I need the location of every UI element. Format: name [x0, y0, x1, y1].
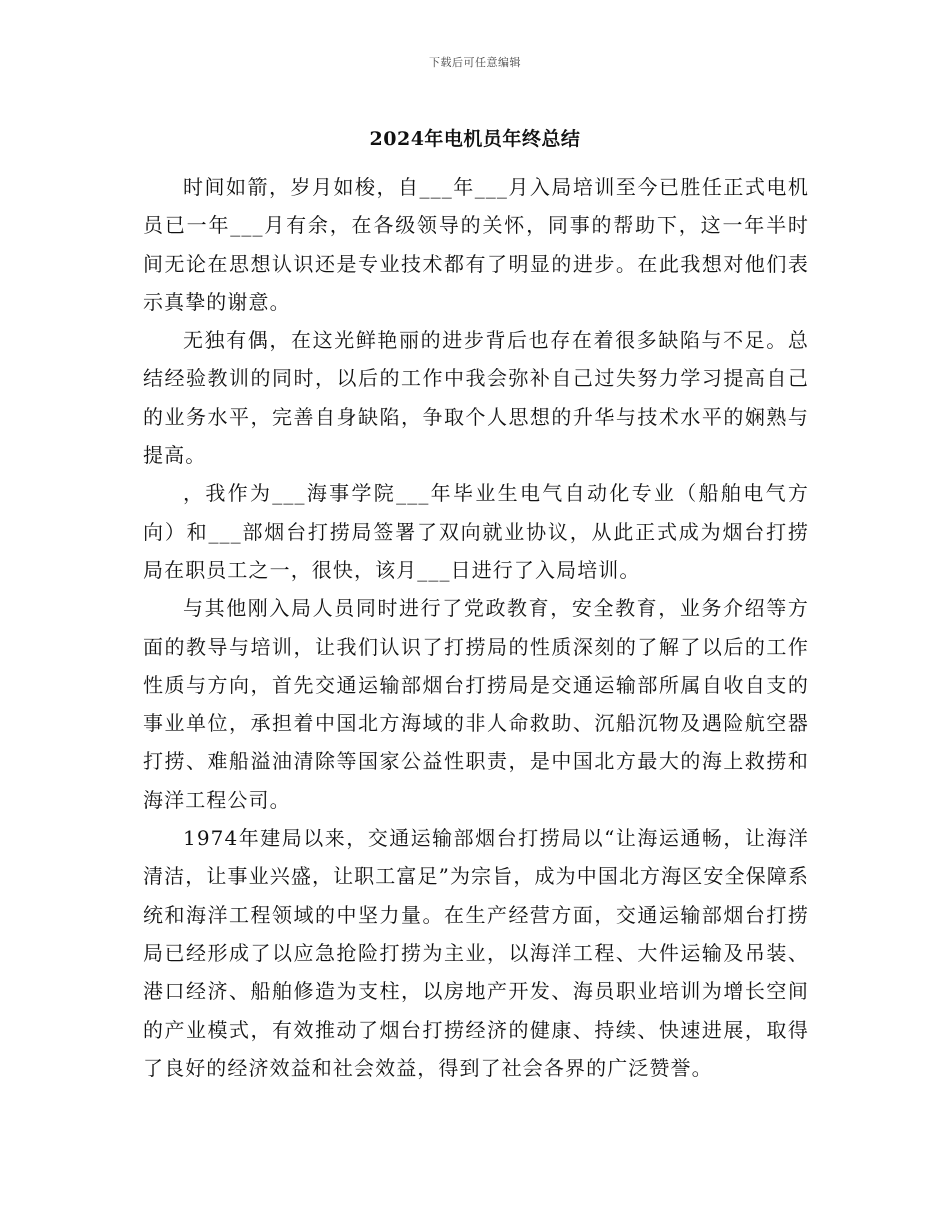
document-body [143, 168, 809, 1087]
paragraph-2: 无独有偶，在这光鲜艳丽的进步背后也存在着很多缺陷与不足。总结经验教训的同时，以后的工作中我会弥补自己过失努力学习提高自己的业务水平，完善自身缺陷，争取个人思想的升华与技术水平的娴熟与提高。 [143, 328, 809, 468]
header-note: 下载后可任意编辑 [429, 56, 521, 69]
paragraph-1: 时间如箭，岁月如梭，自___年___月入局培训至今已胜任正式电机员已一年___月有余，在各级领导的关怀，同事的帮助下，这一年半时间无论在思想认识还是专业技术都有了明显的进步。在此我想对他们表示真挚的谢意。 [143, 175, 809, 314]
paragraph-3: ，我作为___海事学院___年毕业生电气自动化专业（船舶电气方向）和___部烟台打捞局签署了双向就业协议，从此正式成为烟台打捞局在职员工之一，很快，该月___日进行了入局培训。 [143, 481, 809, 582]
page-title: 2024年电机员年终总结 [369, 128, 581, 150]
paragraph-5: 1974年建局以来，交通运输部烟台打捞局以“让海运通畅，让海洋清洁，让事业兴盛，让职工富足”为宗旨，成为中国北方海区安全保障系统和海洋工程领域的中坚力量。在生产经营方面，交通运输部烟台打捞局已经形成了以应急抢险打捞为主业，以海洋工程、大件运输及吊装、港口经济、船舶修造为支柱，以房地产开发、海员职业培训为增长空间的产业模式，有效推动了烟台打捞经济的健康、持续、快速进展，取得了良好的经济效益和社会效益，得到了社会各界的广泛赞誉。 [143, 826, 809, 1080]
paragraph-4: 与其他刚入局人员同时进行了党政教育，安全教育，业务介绍等方面的教导与培训，让我们认识了打捞局的性质深刻的了解了以后的工作性质与方向，首先交通运输部烟台打捞局是交通运输部所属自收自支的事业单位，承担着中国北方海域的非人命救助、沉船沉物及遇险航空器打捞、难船溢油清除等国家公益性职责，是中国北方最大的海上救捞和海洋工程公司。 [143, 596, 809, 812]
